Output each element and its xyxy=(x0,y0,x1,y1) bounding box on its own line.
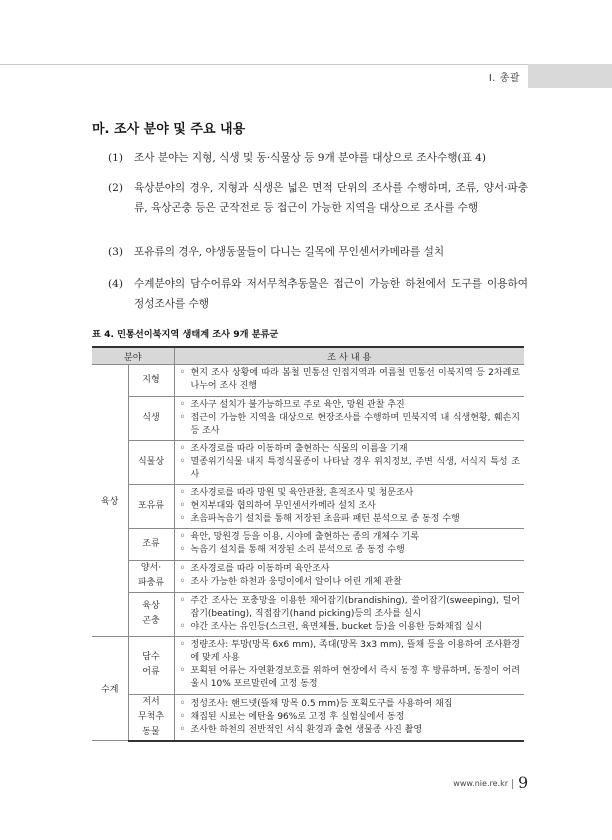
content-bullet: ◦ 멸종위기식물 내지 특정식물종이 나타날 경우 위치정보, 주변 식생, 서식지 특성 조사 xyxy=(179,456,521,482)
table-header-row xyxy=(92,347,524,364)
table-caption: 표 4. 민통선이북지역 생태계 조사 9개 분류군 xyxy=(92,329,279,340)
paragraph-number: (1) xyxy=(108,152,124,164)
table-row xyxy=(92,440,524,484)
content-bullet: ◦ 조사경로를 따라 이동하며 육안조사 xyxy=(179,563,521,576)
table-row xyxy=(92,396,524,440)
content-cell xyxy=(174,636,524,694)
content-bullet: ◦ 조사경로를 따라 이동하며 출현하는 식물의 이름을 기재 xyxy=(179,443,521,456)
table-row xyxy=(92,560,524,592)
paragraph-text: 수계분야의 담수어류와 저서무척추동물은 접근이 가능한 하천에서 도구를 이용하여 정성조사를 수행 xyxy=(134,278,528,310)
content-bullet: ◦ 야간 조사는 유인등(스크린, 육면체틀, bucket 등)을 이용한 등화채집 실시 xyxy=(179,621,521,634)
paragraph-3 xyxy=(108,242,528,262)
content-bullet: ◦ 녹음기 설치를 통해 저장된 소리 분석으로 종 동정 수행 xyxy=(179,544,521,557)
content-bullet: ◦ 채집된 시료는 에탄올 96%로 고정 후 실험실에서 동정 xyxy=(179,711,521,724)
content-cell xyxy=(174,440,524,484)
table-row xyxy=(92,592,524,636)
category-cell: 담수 어류 xyxy=(128,636,174,694)
content-bullet: ◦ 초음파녹음기 설치를 통해 저장된 초음파 패턴 분석으로 종 동정 수행 xyxy=(179,513,521,526)
paragraph-2 xyxy=(108,178,528,218)
content-cell xyxy=(174,484,524,528)
paragraph-number: (3) xyxy=(108,246,124,258)
content-bullet: ◦ 포획된 어류는 자연환경보호를 위하여 현장에서 즉시 동정 후 방류하며, 동정이 어려울시 10% 포르말린에 고정 동정 xyxy=(179,665,521,691)
content-bullet: ◦ 정량조사: 투망(망목 6x6 mm), 족대(망목 3x3 mm), 뜰채 등을 이용하여 조사환경에 맞게 사용 xyxy=(179,639,521,665)
content-cell xyxy=(174,364,524,396)
category-cell: 식생 xyxy=(128,396,174,440)
category-cell: 저서 무척추 동물 xyxy=(128,694,174,741)
table-row xyxy=(92,694,524,741)
category-cell: 육상 곤충 xyxy=(128,592,174,636)
content-bullet: ◦ 조사구 설치가 불가능하므로 주로 육안, 망원 관찰 추진 xyxy=(179,399,521,412)
content-bullet: ◦ 현지부대와 협의하여 무인센서카메라 설치 조사 xyxy=(179,500,521,513)
table-row xyxy=(92,636,524,694)
group-cell: 육상 xyxy=(92,364,128,636)
paragraph-text: 포유류의 경우, 야생동물들이 다니는 길목에 무인센서카메라를 설치 xyxy=(134,246,445,258)
chapter-label: Ⅰ. 총괄 xyxy=(488,73,520,84)
content-cell xyxy=(174,396,524,440)
content-bullet: ◦ 현지 조사 상황에 따라 봄철 민통선 인접지역과 여름철 민통선 이북지역 등 2차례로 나누어 조사 진행 xyxy=(179,367,521,393)
footer-url: www.nie.re.kr xyxy=(453,779,508,788)
content-cell xyxy=(174,592,524,636)
paragraph-text: 육상분야의 경우, 지형과 식생은 넓은 면적 단위의 조사를 수행하며, 조류, 양서·파충류, 육상곤충 등은 군작전로 등 접근이 가능한 지역을 대상으로 조사를 수행 xyxy=(134,182,528,214)
header-field: 분야 xyxy=(92,347,174,364)
content-bullet: ◦ 주간 조사는 포충망을 이용한 채어잡기(brandishing), 쓸어잡기(sweeping), 털어잡기(beating), 직접잡기(hand picking)등의 조사를 실시 xyxy=(179,595,521,621)
paragraph-4 xyxy=(108,274,528,314)
category-cell: 식물상 xyxy=(128,440,174,484)
table-row xyxy=(92,528,524,560)
category-cell: 양서· 파충류 xyxy=(128,560,174,592)
page-number: 9 xyxy=(518,773,529,792)
chapter-tab xyxy=(528,64,612,88)
content-cell xyxy=(174,528,524,560)
paragraph-text: 조사 분야는 지형, 식생 및 동·식물상 등 9개 분야를 대상으로 조사수행(표 4) xyxy=(134,152,487,164)
paragraph-number: (4) xyxy=(108,278,124,290)
footer-separator xyxy=(512,779,513,789)
category-cell: 포유류 xyxy=(128,484,174,528)
category-cell: 조류 xyxy=(128,528,174,560)
table-body xyxy=(92,364,524,741)
content-cell xyxy=(174,560,524,592)
paragraph-number: (2) xyxy=(108,182,124,194)
content-bullet: ◦ 조사 가능한 하천과 웅덩이에서 알이나 어린 개체 관찰 xyxy=(179,576,521,589)
header-content: 조 사 내 용 xyxy=(174,347,524,364)
category-cell: 지형 xyxy=(128,364,174,396)
content-bullet: ◦ 조사경로를 따라 망원 및 육안관찰, 흔적조사 및 청문조사 xyxy=(179,487,521,500)
table-row xyxy=(92,364,524,396)
header-rule xyxy=(0,64,612,65)
group-cell: 수계 xyxy=(92,636,128,741)
content-bullet: ◦ 정성조사: 핸드넷(뜰채 망목 0.5 mm)등 포획도구를 사용하여 채집 xyxy=(179,698,521,711)
paragraph-1 xyxy=(108,148,528,168)
content-bullet: ◦ 접근이 가능한 지역을 대상으로 현장조사를 수행하며 민북지역 내 식생현황, 훼손지 등 조사 xyxy=(179,412,521,438)
section-title: 마. 조사 분야 및 주요 내용 xyxy=(92,122,246,137)
content-cell xyxy=(174,694,524,741)
content-bullet: ◦ 육안, 망원경 등을 이용, 시야에 출현하는 종의 개체수 기록 xyxy=(179,531,521,544)
survey-table xyxy=(92,346,524,742)
content-bullet: ◦ 조사한 하천의 전반적인 서식 환경과 출현 생물종 사진 촬영 xyxy=(179,724,521,737)
table-row xyxy=(92,484,524,528)
